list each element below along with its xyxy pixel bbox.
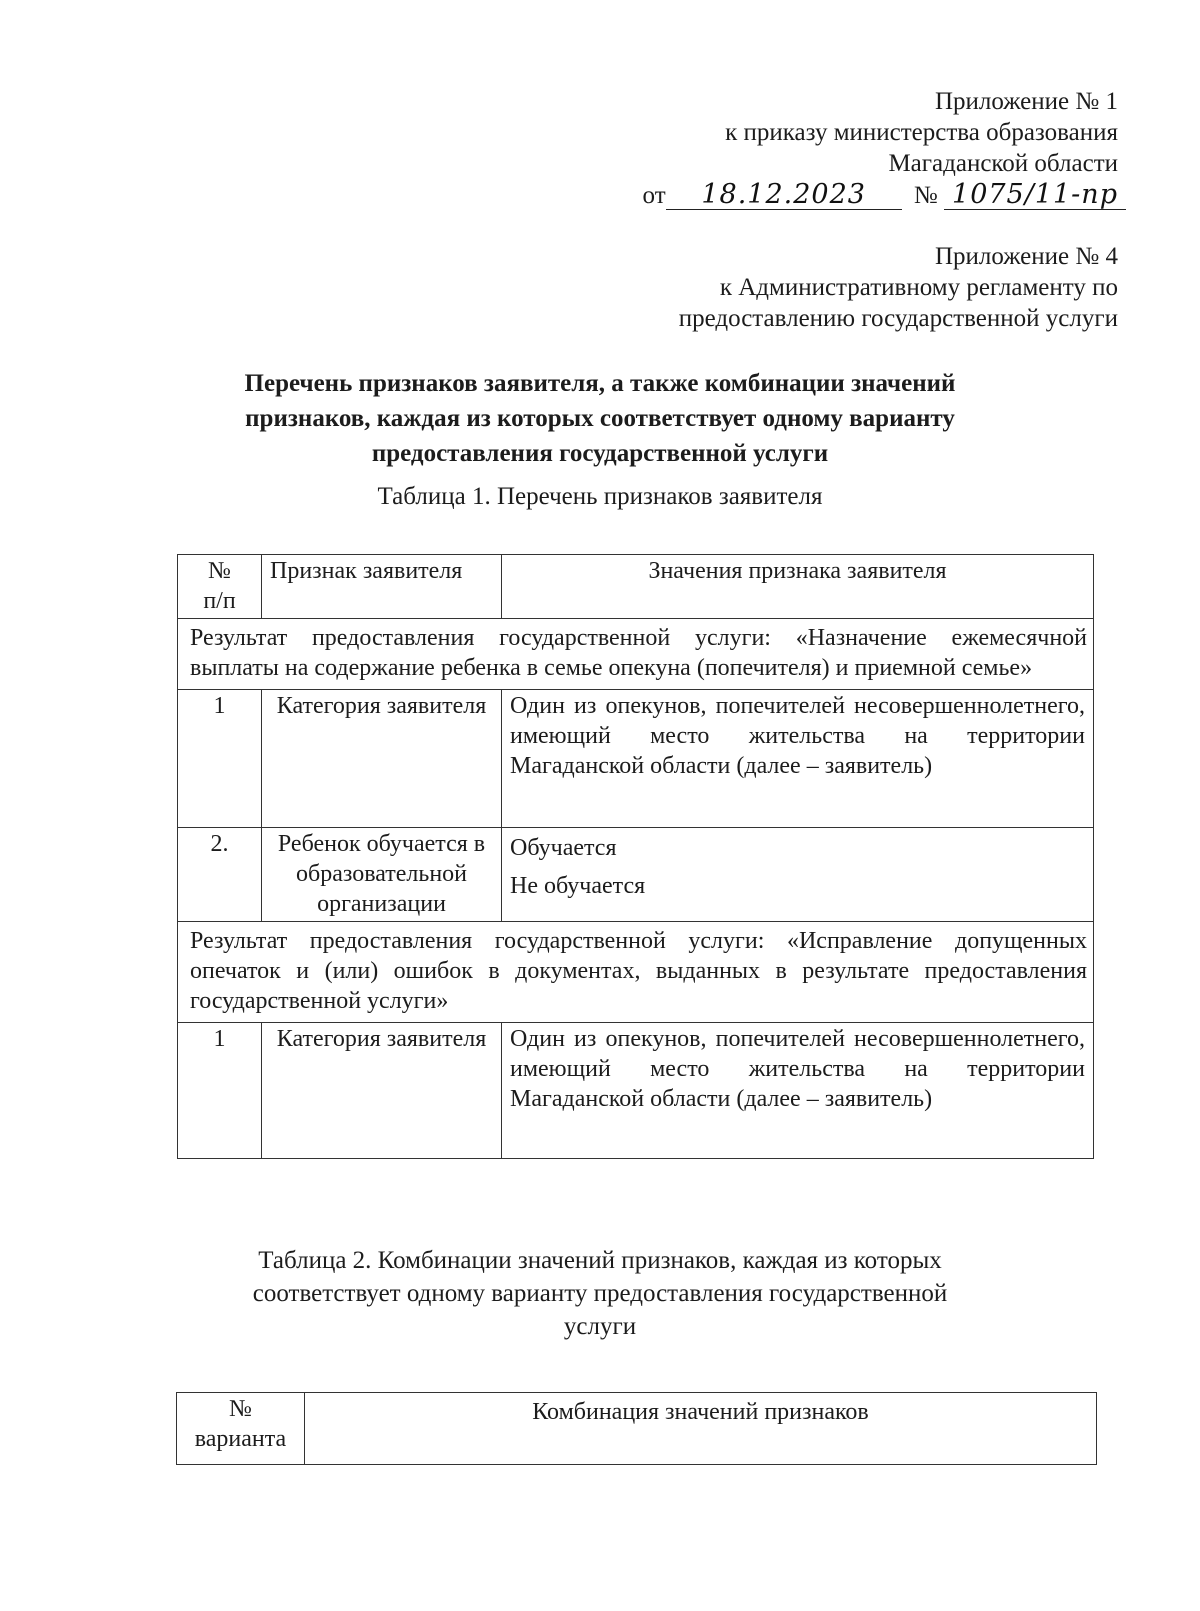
table-row xyxy=(178,828,1094,922)
header-number-label: п/п xyxy=(203,588,236,614)
header-cell-variant-number xyxy=(177,1393,305,1465)
appendix-1-header xyxy=(725,86,1118,179)
row-feature: Категория заявителя xyxy=(262,690,502,828)
header-number-sign: № xyxy=(208,558,231,584)
row-value: Обучается xyxy=(510,835,617,861)
section-2-title: Результат предоставления государственной услуги: «Исправление допущенных опечаток и (или) ошибок в документах, выданных в результате предоставления государственной услуги» xyxy=(178,922,1094,1023)
appendix-4-title: Приложение № 4 xyxy=(934,243,1118,270)
document-title xyxy=(150,366,1050,471)
handwritten-order-date: 18.12.2023 xyxy=(666,181,902,210)
appendix-4-header xyxy=(679,241,1118,334)
table-2-caption-line-3: услуги xyxy=(563,1313,637,1340)
row-values xyxy=(502,828,1094,922)
date-prefix: от xyxy=(642,182,666,209)
table-2-caption xyxy=(150,1244,1050,1343)
header-cell-combination: Комбинация значений признаков xyxy=(305,1393,1097,1465)
table-2-caption-line-1: Таблица 2. Комбинации значений признаков, каждая из которых xyxy=(258,1247,942,1274)
feature-combinations-table xyxy=(176,1392,1097,1465)
section-1-title: Результат предоставления государственной услуги: «Назначение ежемесячной выплаты на содержание ребенка в семье опекуна (попечителя) и приемной семье» xyxy=(178,619,1094,690)
row-feature: Ребенок обучается в образовательной организации xyxy=(262,828,502,922)
row-value: Не обучается xyxy=(510,873,646,899)
appendix-1-title: Приложение № 1 xyxy=(934,88,1118,115)
appendix-1-order-line: к приказу министерства образования xyxy=(725,119,1118,146)
document-title-line-1: Перечень признаков заявителя, а также комбинации значений xyxy=(244,370,956,397)
row-number: 1 xyxy=(178,690,262,828)
header-variant-label: варианта xyxy=(194,1426,287,1452)
applicant-features-table xyxy=(177,554,1094,1159)
handwritten-order-number: 1075/11-пр xyxy=(944,181,1126,210)
row-value: Один из опекунов, попечителей несовершеннолетнего, имеющий место жительства на территории Магаданской области (далее – заявитель) xyxy=(502,1023,1094,1159)
header-cell-number xyxy=(178,555,262,619)
row-feature: Категория заявителя xyxy=(262,1023,502,1159)
section-row xyxy=(178,922,1094,1023)
table-header-row xyxy=(177,1393,1097,1465)
order-date-number-line xyxy=(643,180,1126,211)
table-2-caption-line-2: соответствует одному варианту предоставления государственной xyxy=(252,1280,948,1307)
table-row xyxy=(178,1023,1094,1159)
number-prefix: № xyxy=(913,182,938,209)
appendix-4-service-line: предоставлению государственной услуги xyxy=(678,305,1118,332)
table-header-row xyxy=(178,555,1094,619)
table-row xyxy=(178,690,1094,828)
table-1-caption: Таблица 1. Перечень признаков заявителя xyxy=(377,483,823,510)
section-row xyxy=(178,619,1094,690)
document-title-line-3: предоставления государственной услуги xyxy=(371,440,829,467)
row-number: 2. xyxy=(178,828,262,922)
row-number: 1 xyxy=(178,1023,262,1159)
header-number-sign: № xyxy=(229,1396,252,1422)
row-value: Один из опекунов, попечителей несовершеннолетнего, имеющий место жительства на территории Магаданской области (далее – заявитель) xyxy=(502,690,1094,828)
appendix-4-regulation-line: к Административному регламенту по xyxy=(719,274,1118,301)
header-cell-values: Значения признака заявителя xyxy=(502,555,1094,619)
header-cell-feature: Признак заявителя xyxy=(262,555,502,619)
appendix-1-region-line: Магаданской области xyxy=(888,150,1118,177)
document-title-line-2: признаков, каждая из которых соответствует одному варианту xyxy=(245,405,955,432)
